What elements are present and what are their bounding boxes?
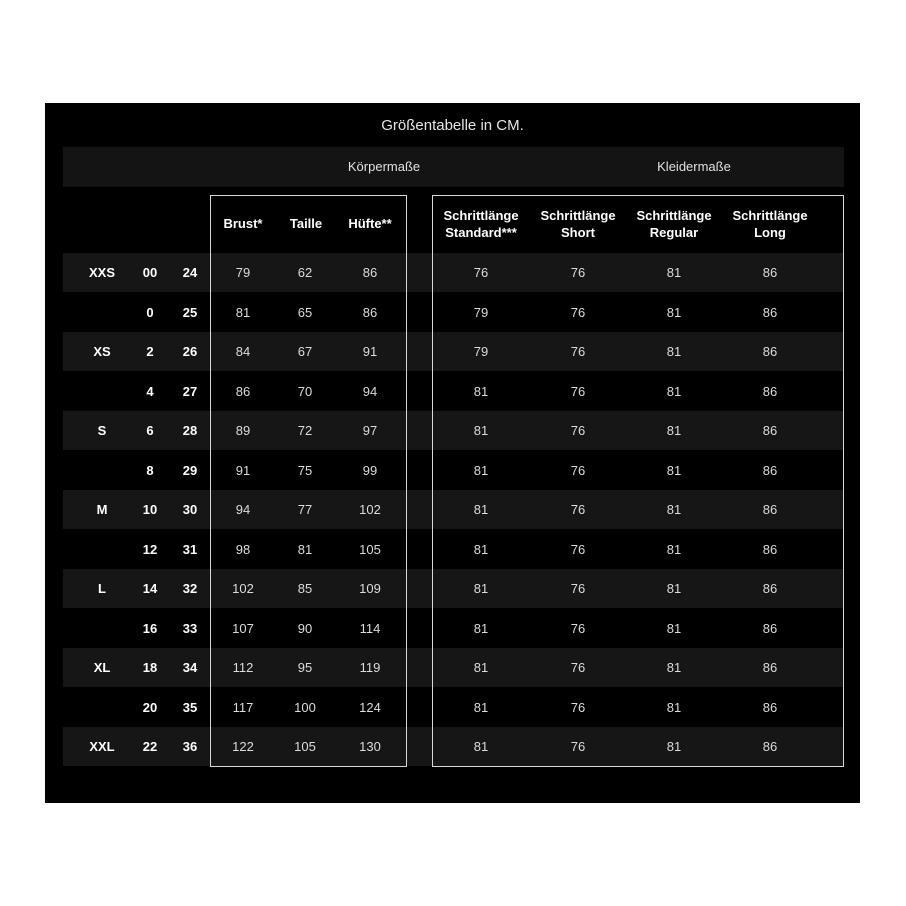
cell-eu: 30 xyxy=(182,502,198,517)
cell-standard: 81 xyxy=(473,541,489,557)
cell-standard: 76 xyxy=(473,265,489,280)
cell-taille: 90 xyxy=(297,620,313,636)
cell-long: 86 xyxy=(762,739,778,754)
cell-huefte: 99 xyxy=(362,462,378,478)
cell-regular: 81 xyxy=(666,265,682,280)
cell-brust: 98 xyxy=(235,541,251,557)
cell-size: XL xyxy=(93,660,111,675)
cell-short: 76 xyxy=(570,620,586,636)
cell-size: XS xyxy=(93,344,111,359)
cell-huefte: 86 xyxy=(362,265,378,280)
cell-short: 76 xyxy=(570,462,586,478)
cell-short: 76 xyxy=(570,423,586,438)
cell-us: 20 xyxy=(142,699,158,715)
cell-regular: 81 xyxy=(666,620,682,636)
cell-taille: 100 xyxy=(294,699,316,715)
cell-standard: 81 xyxy=(473,462,489,478)
cell-us: 10 xyxy=(142,502,158,517)
cell-regular: 81 xyxy=(666,502,682,517)
cell-standard: 81 xyxy=(473,660,489,675)
cell-eu: 31 xyxy=(182,541,198,557)
cell-taille: 70 xyxy=(297,383,313,399)
header-short-line1: Schrittlänge xyxy=(540,208,616,223)
cell-us: 0 xyxy=(146,304,154,320)
cell-long: 86 xyxy=(762,462,778,478)
cell-eu: 24 xyxy=(182,265,198,280)
cell-taille: 62 xyxy=(297,265,313,280)
cell-brust: 89 xyxy=(235,423,251,438)
cell-standard: 81 xyxy=(473,383,489,399)
cell-short: 76 xyxy=(570,344,586,359)
cell-us: 8 xyxy=(146,462,154,478)
cell-short: 76 xyxy=(570,541,586,557)
cell-brust: 117 xyxy=(232,699,254,715)
cell-size: XXL xyxy=(89,739,115,754)
cell-eu: 36 xyxy=(182,739,198,754)
size-chart-panel xyxy=(45,103,860,803)
cell-us: 00 xyxy=(142,265,158,280)
cell-huefte: 97 xyxy=(362,423,378,438)
cell-long: 86 xyxy=(762,383,778,399)
cell-brust: 86 xyxy=(235,383,251,399)
cell-long: 86 xyxy=(762,265,778,280)
cell-short: 76 xyxy=(570,304,586,320)
header-brust: Brust* xyxy=(223,216,263,231)
cell-brust: 112 xyxy=(232,660,254,675)
cell-huefte: 130 xyxy=(359,739,381,754)
cell-short: 76 xyxy=(570,660,586,675)
cell-short: 76 xyxy=(570,699,586,715)
cell-taille: 81 xyxy=(297,541,313,557)
cell-short: 76 xyxy=(570,383,586,399)
cell-regular: 81 xyxy=(666,699,682,715)
cell-long: 86 xyxy=(762,581,778,596)
header-regular-line1: Schrittlänge xyxy=(636,208,712,223)
cell-standard: 81 xyxy=(473,581,489,596)
cell-taille: 85 xyxy=(297,581,313,596)
header-regular-line2: Regular xyxy=(649,225,699,240)
cell-us: 2 xyxy=(146,344,154,359)
cell-short: 76 xyxy=(570,739,586,754)
header-standard-line1: Schrittlänge xyxy=(443,208,519,223)
cell-regular: 81 xyxy=(666,344,682,359)
header-standard xyxy=(432,207,530,241)
header-short-line2: Short xyxy=(561,225,595,240)
cell-size: L xyxy=(98,581,106,596)
cell-short: 76 xyxy=(570,581,586,596)
cell-long: 86 xyxy=(762,344,778,359)
cell-standard: 79 xyxy=(473,344,489,359)
cell-brust: 102 xyxy=(232,581,254,596)
cell-regular: 81 xyxy=(666,462,682,478)
cell-huefte: 94 xyxy=(362,383,378,399)
chart-title: Größentabelle in CM. xyxy=(381,117,524,134)
cell-eu: 28 xyxy=(182,423,198,438)
section-header-bar xyxy=(63,147,844,187)
section-body-measurements: Körpermaße xyxy=(347,159,421,174)
cell-us: 14 xyxy=(142,581,158,596)
cell-us: 22 xyxy=(142,739,158,754)
cell-taille: 105 xyxy=(294,739,316,754)
cell-regular: 81 xyxy=(666,541,682,557)
cell-brust: 94 xyxy=(235,502,251,517)
header-taille: Taille xyxy=(289,216,323,231)
cell-eu: 25 xyxy=(182,304,198,320)
cell-brust: 84 xyxy=(235,344,251,359)
cell-taille: 95 xyxy=(297,660,313,675)
cell-huefte: 124 xyxy=(359,699,381,715)
cell-eu: 26 xyxy=(182,344,198,359)
section-garment-measurements: Kleidermaße xyxy=(657,159,731,174)
cell-taille: 67 xyxy=(297,344,313,359)
cell-huefte: 119 xyxy=(359,660,381,675)
cell-long: 86 xyxy=(762,304,778,320)
cell-brust: 81 xyxy=(235,304,251,320)
header-standard-line2: Standard*** xyxy=(445,225,517,240)
cell-short: 76 xyxy=(570,502,586,517)
header-regular xyxy=(626,207,722,241)
cell-us: 16 xyxy=(142,620,158,636)
cell-short: 76 xyxy=(570,265,586,280)
cell-us: 6 xyxy=(146,423,154,438)
cell-regular: 81 xyxy=(666,660,682,675)
cell-standard: 81 xyxy=(473,699,489,715)
cell-regular: 81 xyxy=(666,304,682,320)
cell-size: M xyxy=(96,502,108,517)
cell-long: 86 xyxy=(762,620,778,636)
cell-huefte: 86 xyxy=(362,304,378,320)
cell-brust: 107 xyxy=(232,620,254,636)
cell-taille: 75 xyxy=(297,462,313,478)
cell-long: 86 xyxy=(762,541,778,557)
cell-huefte: 102 xyxy=(359,502,381,517)
cell-eu: 32 xyxy=(182,581,198,596)
header-long-line1: Schrittlänge xyxy=(732,208,808,223)
cell-regular: 81 xyxy=(666,581,682,596)
header-huefte: Hüfte** xyxy=(348,216,392,231)
cell-size: XXS xyxy=(88,265,115,280)
cell-regular: 81 xyxy=(666,383,682,399)
cell-huefte: 91 xyxy=(362,344,378,359)
cell-huefte: 105 xyxy=(359,541,381,557)
cell-brust: 91 xyxy=(235,462,251,478)
cell-huefte: 114 xyxy=(359,620,381,636)
cell-brust: 122 xyxy=(232,739,254,754)
cell-long: 86 xyxy=(762,660,778,675)
cell-eu: 34 xyxy=(182,660,198,675)
cell-regular: 81 xyxy=(666,423,682,438)
header-short xyxy=(530,207,626,241)
cell-us: 18 xyxy=(142,660,158,675)
cell-taille: 77 xyxy=(297,502,313,517)
cell-standard: 81 xyxy=(473,620,489,636)
cell-standard: 81 xyxy=(473,739,489,754)
cell-eu: 35 xyxy=(182,699,198,715)
cell-long: 86 xyxy=(762,502,778,517)
header-long-line2: Long xyxy=(754,225,786,240)
cell-us: 4 xyxy=(146,383,154,399)
cell-standard: 81 xyxy=(473,502,489,517)
cell-taille: 72 xyxy=(297,423,313,438)
cell-long: 86 xyxy=(762,423,778,438)
cell-huefte: 109 xyxy=(359,581,381,596)
cell-us: 12 xyxy=(142,541,158,557)
header-long xyxy=(722,207,818,241)
cell-size: S xyxy=(97,423,107,438)
cell-eu: 33 xyxy=(182,620,198,636)
cell-taille: 65 xyxy=(297,304,313,320)
cell-long: 86 xyxy=(762,699,778,715)
cell-eu: 29 xyxy=(182,462,198,478)
cell-regular: 81 xyxy=(666,739,682,754)
cell-brust: 79 xyxy=(235,265,251,280)
cell-standard: 79 xyxy=(473,304,489,320)
cell-standard: 81 xyxy=(473,423,489,438)
cell-eu: 27 xyxy=(182,383,198,399)
